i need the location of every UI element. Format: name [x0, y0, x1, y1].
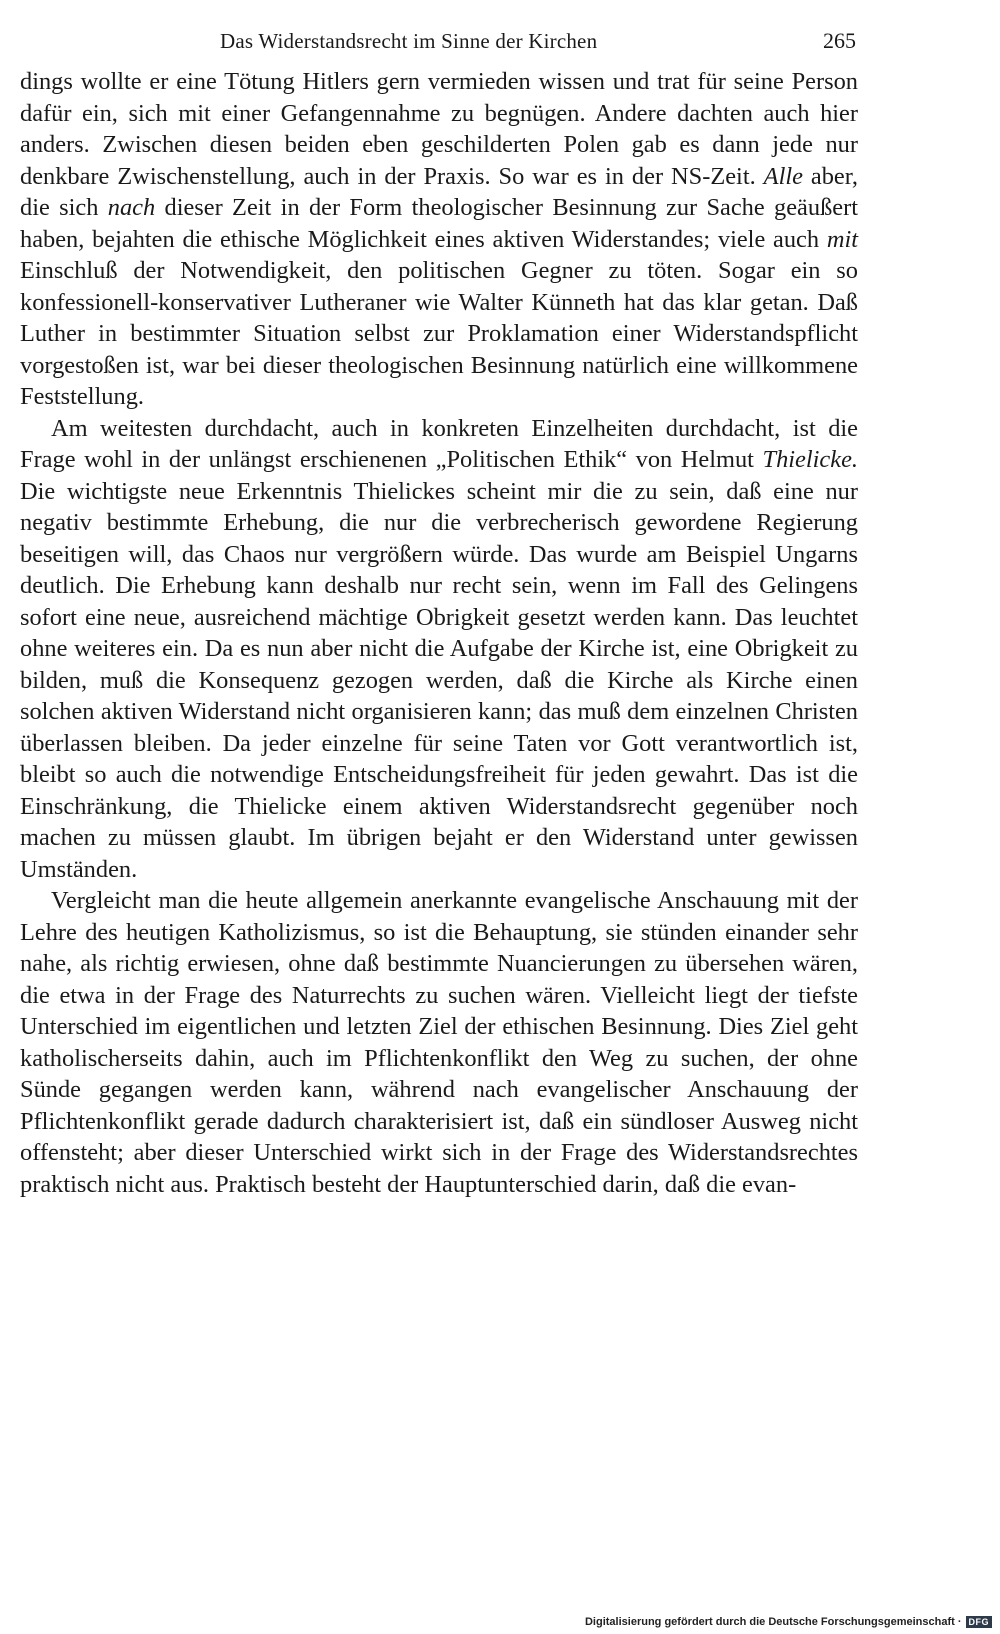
paragraph-text: Am weitesten durchdacht, auch in konkreten Einzelheiten durchdacht, ist die Frage wohl in der unlängst erschienenen „Politischen Ethik“ von Helmut: [20, 414, 858, 473]
paragraph-text: Einschluß der Notwendigkeit, den politischen Gegner zu töten. Sogar ein so konfessionell-konservativer Lutheraner wie Walter Künneth hat das klar getan. Daß Luther in bestimmter Situation selbst zur Proklamation einer Widerstandspflicht vorgestoßen ist, war bei dieser theologischen Besinnung natürlich eine willkommene Feststellung.: [20, 257, 858, 410]
credit-text: Digitalisierung gefördert durch die Deutsche Forschungsgemeinschaft ·: [584, 1616, 962, 1628]
emphasis-text: nach: [107, 194, 156, 221]
paragraph-text: dieser Zeit in der Form theologischer Besinnung zur Sache geäußert haben, bejahten die ethische Möglichkeit eines aktiven Widerstandes; viele auch: [20, 194, 858, 253]
emphasis-text: Thielicke.: [762, 446, 858, 473]
running-title: Das Widerstandsrecht im Sinne der Kirchen: [220, 29, 598, 53]
paragraph: [20, 66, 858, 413]
book-page: [20, 28, 858, 1200]
paragraph-text: dings wollte er eine Tötung Hitlers gern vermieden wissen und trat für seine Person dafür ein, sich mit einer Gefangennahme zu begnügen. Andere dachten auch hier anders. Zwischen diesen beiden eben geschilderten Polen gab es dann jede nur denkbare Zwischenstellung, auch in der Praxis. So war es in der NS-Zeit.: [20, 68, 858, 190]
paragraph-text: Vergleicht man die heute allgemein anerkannte evangelische Anschauung mit der Lehre des heutigen Katholizismus, so ist die Behauptung, sie stünden einander sehr nahe, als richtig erwiesen, ohne daß bestimmte Nuancierungen zu übersehen wären, die etwa in der Frage des Naturrechts zu suchen wären. Vielleicht liegt der tiefste Unterschied im eigentlichen und letzten Ziel der ethischen Besinnung. Dies Ziel geht katholischerseits dahin, auch im Pflichtenkonflikt den Weg zu suchen, der ohne Sünde gegangen werden kann, während nach evangelischer Anschauung der Pflichtenkonflikt gerade dadurch charakterisiert ist, daß ein sündloser Ausweg nicht offensteht; aber dieser Unterschied wirkt sich in der Frage des Widerstandsrechtes praktisch nicht aus. Praktisch besteht der Hauptunterschied darin, daß die evan-: [20, 887, 858, 1198]
page-number: 265: [823, 28, 856, 53]
page-header: [20, 28, 858, 54]
dfg-logo: DFG: [966, 1616, 993, 1628]
paragraph-text: aber, die sich: [20, 162, 858, 221]
digitization-credit: [585, 1616, 992, 1628]
body-text: [20, 66, 858, 1200]
paragraph: [20, 885, 858, 1200]
paragraph-text: Die wichtigste neue Erkenntnis Thielickes scheint mir die zu sein, daß eine nur negativ bestimmte Erhebung, die nur die verbrecherisch gewordene Regierung beseitigen will, das Chaos nur vergrößern würde. Das wurde am Beispiel Ungarns deutlich. Die Erhebung kann deshalb nur recht sein, wenn im Fall des Gelingens sofort eine neue, ausreichend mächtige Obrigkeit gesetzt werden kann. Das leuchtet ohne weiteres ein. Da es nun aber nicht die Aufgabe der Kirche ist, eine Obrigkeit zu bilden, muß die Konsequenz gezogen werden, daß die Kirche als Kirche einen solchen aktiven Widerstand nicht organisieren kann; das muß dem einzelnen Christen überlassen bleiben. Da jeder einzelne für seine Taten vor Gott verantwortlich ist, bleibt so auch die notwendige Entscheidungsfreiheit für jeden gewahrt. Das ist die Einschränkung, die Thielicke einem aktiven Widerstandsrecht gegenüber noch machen zu müssen glaubt. Im übrigen bejaht er den Widerstand unter gewissen Umständen.: [20, 477, 858, 883]
emphasis-text: mit: [826, 225, 858, 253]
emphasis-text: Alle: [763, 162, 803, 190]
paragraph: [20, 413, 858, 886]
